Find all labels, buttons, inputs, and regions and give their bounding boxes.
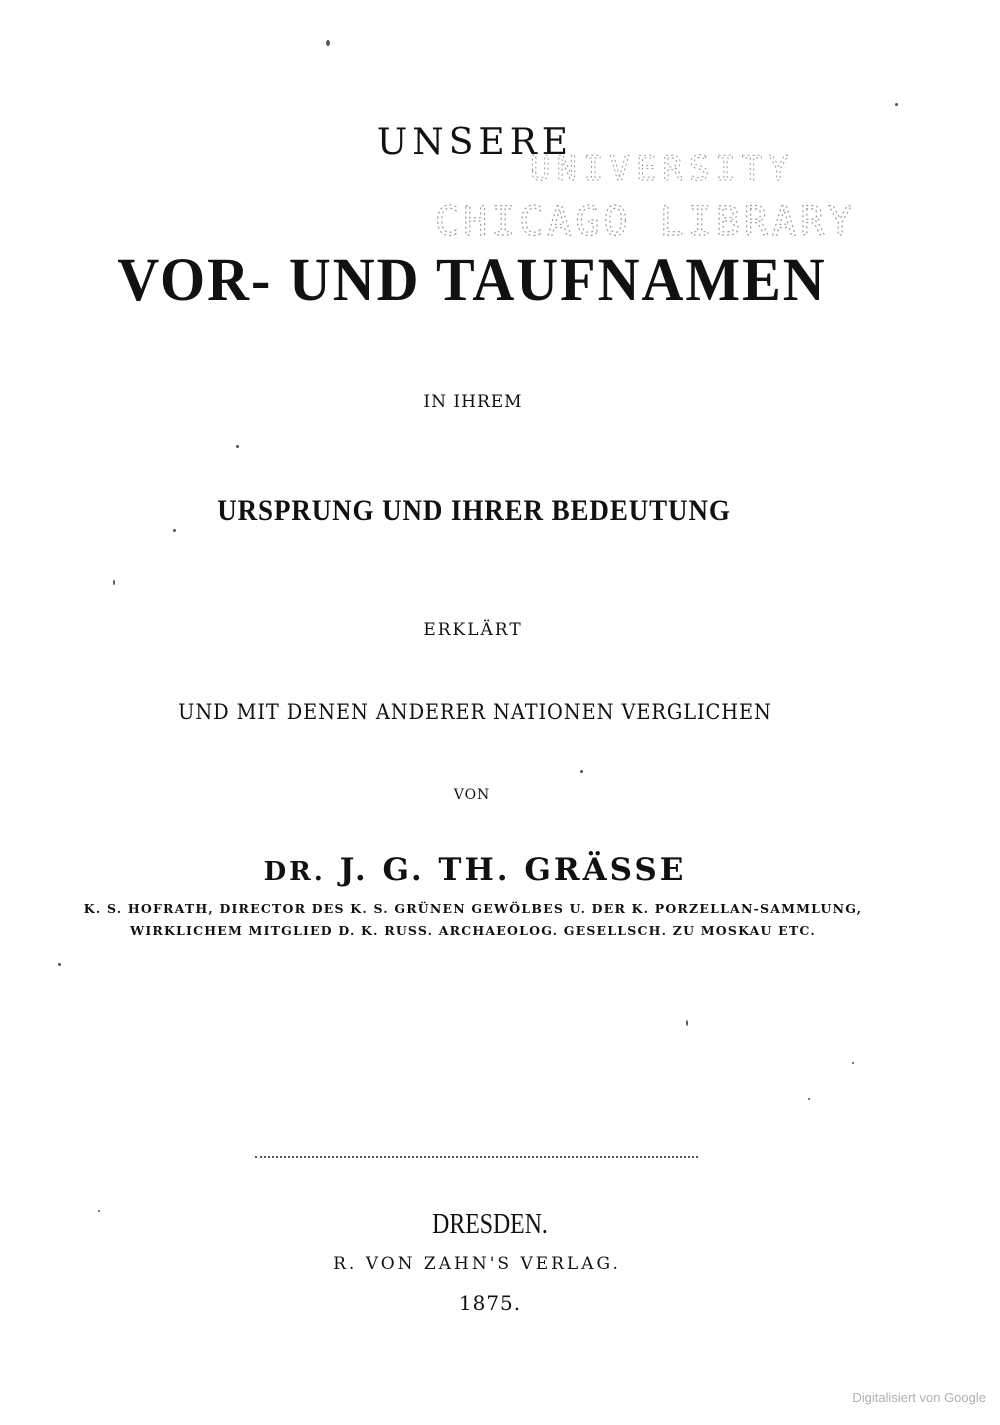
- scan-speck: [236, 445, 239, 448]
- subtitle-in-ihrem: IN IHREM: [423, 392, 523, 412]
- scan-speck: [895, 103, 898, 106]
- scan-speck: [113, 580, 115, 585]
- scan-speck: [98, 1210, 100, 1212]
- svg-text:CHICAGO LIBRARY: CHICAGO LIBRARY: [435, 199, 857, 245]
- subtitle-erklaert: ERKLÄRT: [423, 620, 523, 640]
- scan-speck: [580, 770, 583, 773]
- scan-speck: [173, 529, 176, 532]
- subtitle-von: VON: [453, 787, 491, 803]
- imprint-city: DRESDEN.: [432, 1209, 548, 1240]
- scan-speck: [326, 40, 330, 46]
- author-name: [264, 852, 687, 888]
- subtitle-ursprung: URSPRUNG UND IHRER BEDEUTUNG: [217, 494, 731, 527]
- imprint-publisher: R. VON ZAHN'S VERLAG.: [333, 1254, 621, 1274]
- title-line-1: UNSERE: [376, 122, 574, 163]
- library-stamp: [430, 80, 860, 260]
- svg-text:UNIVERSITY: UNIVERSITY: [530, 149, 795, 189]
- title-line-2: VOR- UND TAUFNAMEN: [117, 245, 827, 314]
- divider-rule: [255, 1156, 698, 1158]
- google-watermark: Digitalisiert von Google: [852, 1390, 986, 1405]
- imprint-year: 1875.: [458, 1291, 522, 1315]
- scan-speck: [852, 1062, 854, 1064]
- subtitle-vergleich: UND MIT DENEN ANDERER NATIONEN VERGLICHEN: [178, 700, 772, 724]
- author-affiliation-1: K. S. HOFRATH, DIRECTOR DES K. S. GRÜNEN GEWÖLBES U. DER K. PORZELLAN-SAMMLUNG,: [83, 901, 863, 916]
- scan-speck: [686, 1020, 688, 1026]
- scan-speck: [808, 1098, 810, 1100]
- author-affiliation-2: WIRKLICHEM MITGLIED D. K. RUSS. ARCHAEOLOG. GESELLSCH. ZU MOSKAU ETC.: [130, 923, 816, 938]
- scan-speck: [58, 963, 61, 966]
- author-prefix: DR.: [263, 857, 326, 887]
- author-fullname: J. G. TH. GRÄSSE: [339, 852, 687, 888]
